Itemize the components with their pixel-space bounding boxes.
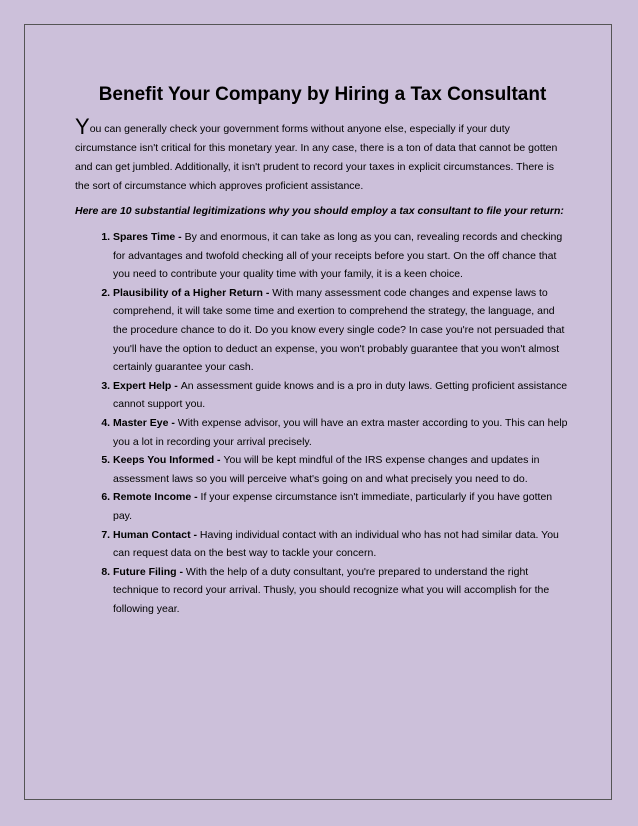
document-title: Benefit Your Company by Hiring a Tax Consultant xyxy=(98,84,547,105)
list-item-text: Having individual contact with an individual who has not had similar data. You can request data on the best way to tackle your concern. xyxy=(113,528,559,560)
list-item xyxy=(113,414,570,451)
list-item xyxy=(113,377,570,414)
list-item-heading: Future Filing - xyxy=(113,565,186,578)
list-item-heading: Plausibility of a Higher Return - xyxy=(113,286,273,299)
list-item-heading: Human Contact - xyxy=(113,528,200,541)
list-item-text: By and enormous, it can take as long as you can, revealing records and checking for advantages and twofold checking all of your receipts before you start. On the off chance that you need to contribute your quality time with your family, it is a keen choice. xyxy=(113,231,563,281)
list-item xyxy=(113,488,570,525)
list-item-heading: Keeps You Informed - xyxy=(113,454,224,467)
intro-text: ou can generally check your government forms without anyone else, especially if your duty circumstance isn't critical for this monetary year. In any case, there is a ton of data that cannot be gotten and can get jumbled. Additionally, it isn't prudent to record your taxes in explicit circumstances. There is the sort of circumstance which approves proficient assistance. xyxy=(75,123,558,192)
list-item-heading: Spares Time - xyxy=(113,231,185,243)
list-item xyxy=(113,228,570,284)
list-item-text: With many assessment code changes and expense laws to comprehend, it will take some time and exertion to comprehend the strategy, the language, and the procedure chance to do it. Do you know every single code? In case you're not persuaded that you'll have the option to deduct an expense, you won't probably guarantee that you won't almost certainly guarantee your cash. xyxy=(113,286,565,374)
lead-paragraph: Here are 10 substantial legitimizations why you should employ a tax consultant to file your return: xyxy=(75,205,564,217)
list-item xyxy=(113,284,570,377)
list-item-text: You will be kept mindful of the IRS expense changes and updates in assessment laws so you will perceive what's going on and what precisely you need to do. xyxy=(113,454,540,485)
intro-initial-letter: Y xyxy=(75,114,90,139)
list-item-heading: Expert Help - xyxy=(113,379,181,392)
reasons-list xyxy=(75,228,570,618)
list-item-text: If your expense circumstance isn't immediate, particularly if you have gotten pay. xyxy=(113,491,553,522)
document-body xyxy=(75,80,570,618)
list-item-heading: Remote Income - xyxy=(113,491,201,504)
list-item-text: With the help of a duty consultant, you're prepared to understand the right technique to record your arrival. Thusly, you should recognize what you will accomplish for the following year. xyxy=(113,565,550,615)
list-item xyxy=(113,526,570,563)
list-item-text: An assessment guide knows and is a pro in duty laws. Getting proficient assistance cannot support you. xyxy=(113,379,568,411)
list-item xyxy=(113,563,570,619)
list-item-heading: Master Eye - xyxy=(113,416,178,429)
intro-paragraph xyxy=(75,114,570,196)
list-item xyxy=(113,451,570,488)
list-item-text: With expense advisor, you will have an extra master according to you. This can help you a lot in recording your arrival precisely. xyxy=(113,416,568,448)
